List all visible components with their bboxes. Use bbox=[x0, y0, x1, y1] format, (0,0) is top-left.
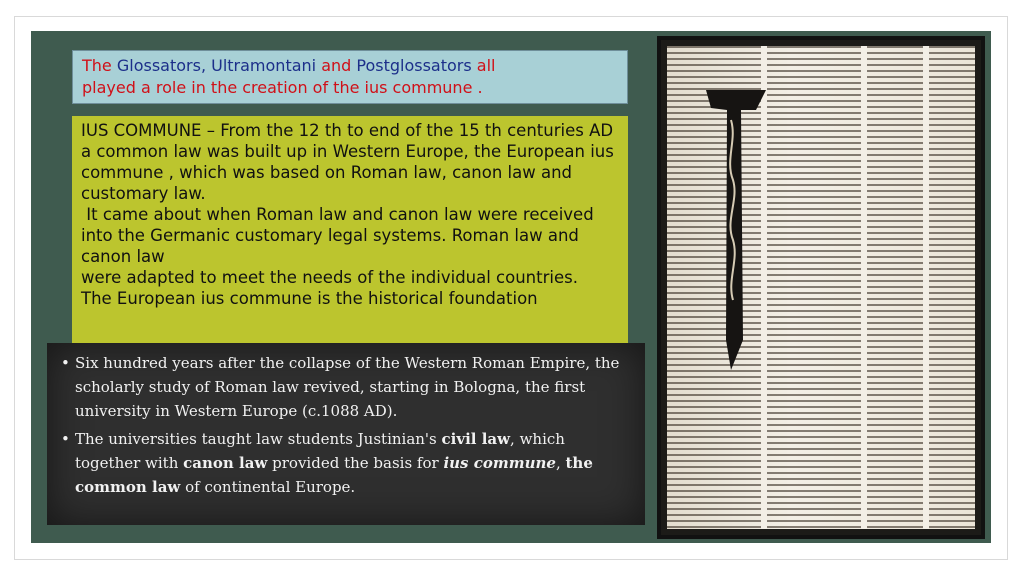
bullet-2-text-a: The universities taught law students Justinian's bbox=[75, 430, 442, 448]
body-text-box bbox=[72, 116, 628, 376]
title-word-all: all bbox=[476, 56, 496, 75]
bullet-2-text-e: of continental Europe. bbox=[180, 478, 356, 496]
illuminated-initial-icon bbox=[701, 80, 771, 380]
medieval-manuscript-image bbox=[657, 36, 985, 539]
bullet-2-text-b: , which together with bbox=[75, 430, 565, 472]
bullet-box bbox=[47, 343, 645, 525]
title-line-2: played a role in the creation of the ius commune . bbox=[82, 78, 483, 97]
bullet-2-text-c: provided the basis for bbox=[267, 454, 444, 472]
manuscript-column-gap bbox=[923, 46, 929, 529]
bullet-2-text-d: , bbox=[555, 454, 566, 472]
body-paragraph-3: were adapted to meet the needs of the individual countries. bbox=[81, 268, 578, 287]
slide bbox=[31, 31, 991, 543]
bullet-item-1: • Six hundred years after the collapse of the Western Roman Empire, the scholarly study of Roman law revived, starting in Bologna, the first university in Western Europe (c.1088 AD). bbox=[61, 351, 633, 423]
bullet-2-ius-commune: ius commune bbox=[443, 454, 556, 472]
slide-title bbox=[72, 50, 628, 104]
bullet-list bbox=[61, 351, 633, 499]
body-paragraph-1: IUS COMMUNE – From the 12 th to end of the 15 th centuries AD a common law was built up in Western Europe, the European ius commune , which was based on Roman law, canon law and customary law. bbox=[81, 121, 620, 203]
title-word-and: and bbox=[321, 56, 352, 75]
bullet-item-2 bbox=[61, 427, 633, 499]
title-word-glossators: Glossators, Ultramontani bbox=[111, 56, 322, 75]
title-word-postglossators: Postglossators bbox=[351, 56, 477, 75]
bullet-2-civil-law: civil law bbox=[441, 430, 511, 448]
body-paragraph-4: The European ius commune is the historical foundation bbox=[81, 289, 538, 308]
manuscript-column-gap bbox=[861, 46, 867, 529]
bullet-2-canon-law: canon law bbox=[183, 454, 268, 472]
title-word-the: The bbox=[82, 56, 112, 75]
body-paragraph-2: It came about when Roman law and canon law were received into the Germanic customary legal systems. Roman law and canon law bbox=[81, 205, 599, 266]
bullet-2-common-law: the common law bbox=[75, 454, 593, 496]
